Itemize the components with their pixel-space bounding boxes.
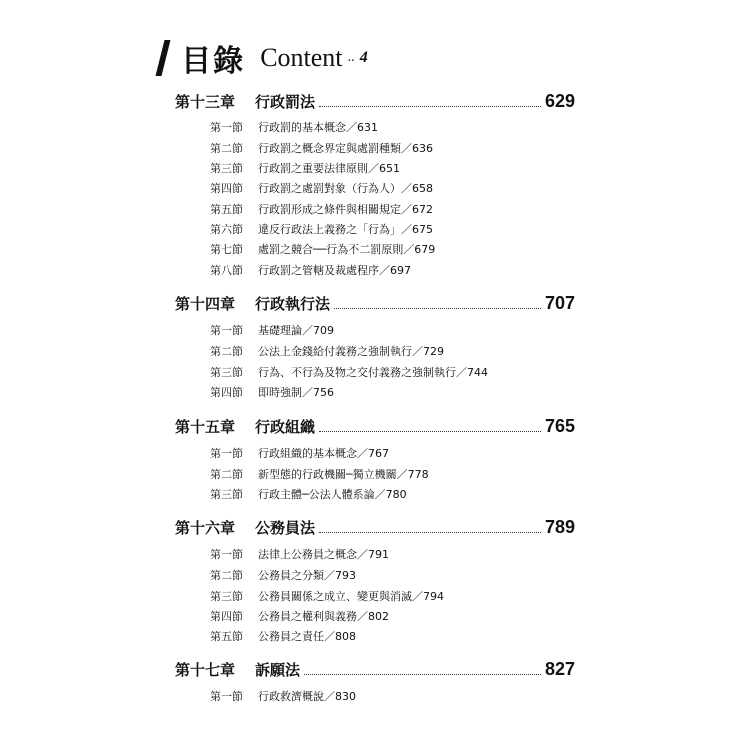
section-title: 法律上公務員之概念／791 [258,548,389,561]
section-title: 公務員之權利與義務／802 [258,610,389,623]
section-title: 行為、不行為及物之交付義務之強制執行／744 [258,366,488,379]
section-row[interactable] [210,221,433,239]
section-row[interactable] [210,688,356,706]
section-label: 第一節 [210,447,243,460]
section-title: 行政罰之概念界定與處罰種類／636 [258,142,433,155]
section-label: 第一節 [210,324,243,337]
dot-leader [319,430,541,432]
section-row[interactable] [210,546,389,564]
chapter-title: 行政執行法 [255,295,331,313]
chapter-title: 公務員法 [255,519,316,537]
chapter-row[interactable] [175,413,575,437]
section-label: 第五節 [210,630,243,643]
section-row[interactable] [210,343,444,361]
chapter-label: 第十四章 [175,295,236,313]
dot-leader [334,307,541,309]
section-title: 即時強制／756 [258,386,334,399]
section-title: 行政組織的基本概念／767 [258,447,389,460]
section-label: 第二節 [210,569,243,582]
section-title: 行政罰之重要法律原則／651 [258,162,400,175]
chapter-title: 訴願法 [255,661,301,679]
section-title: 行政救濟概說／830 [258,690,356,703]
section-row[interactable] [210,608,389,626]
section-label: 第二節 [210,468,243,481]
chapter-label: 第十六章 [175,519,236,537]
chapter-page: 827 [544,659,575,679]
dot-leader [319,105,541,107]
dot-leader [319,531,541,533]
section-label: 第七節 [210,243,243,256]
section-label: 第四節 [210,386,243,399]
page-marker: 4 [359,49,368,66]
section-label: 第八節 [210,264,243,277]
chapter-page: 765 [544,416,575,436]
section-label: 第三節 [210,590,243,603]
section-row[interactable] [210,628,356,646]
section-label: 第三節 [210,488,243,501]
section-row[interactable] [210,140,433,158]
dot-leader [304,673,541,675]
section-label: 第三節 [210,366,243,379]
section-title: 行政罰之處罰對象（行為人）／658 [258,182,433,195]
section-row[interactable] [210,384,334,402]
section-title: 公務員之責任／808 [258,630,356,643]
subtitle-dots: .. [347,50,355,65]
section-row[interactable] [210,567,356,585]
section-title: 行政罰之管轄及裁處程序／697 [258,264,411,277]
section-row[interactable] [210,588,444,606]
section-row[interactable] [210,241,435,259]
section-label: 第四節 [210,182,243,195]
section-title: 基礎理論／709 [258,324,334,337]
toc-header [160,36,368,79]
section-row[interactable] [210,201,433,219]
section-title: 公務員之分類／793 [258,569,356,582]
chapter-label: 第十七章 [175,661,236,679]
chapter-page: 789 [544,517,575,537]
section-row[interactable] [210,466,429,484]
section-label: 第五節 [210,203,243,216]
page-title: 目錄 [181,44,246,79]
section-row[interactable] [210,486,407,504]
section-title: 處罰之競合──行為不二罰原則／679 [258,243,436,256]
section-label: 第一節 [210,121,243,134]
slash-mark [156,40,171,76]
section-title: 公務員關係之成立、變更與消滅／794 [258,590,444,603]
chapter-label: 第十五章 [175,418,236,436]
section-row[interactable] [210,160,400,178]
chapter-row[interactable] [175,88,575,112]
section-label: 第一節 [210,548,243,561]
section-label: 第二節 [210,142,243,155]
section-title: 公法上金錢給付義務之強制執行／729 [258,345,444,358]
section-title: 新型態的行政機關─獨立機關／778 [258,468,429,481]
chapter-page: 629 [544,91,575,111]
chapter-row[interactable] [175,656,575,680]
chapter-page: 707 [544,293,575,313]
section-label: 第六節 [210,223,243,236]
chapter-row[interactable] [175,514,575,538]
section-label: 第二節 [210,345,243,358]
section-title: 行政罰的基本概念／631 [258,121,378,134]
section-row[interactable] [210,180,433,198]
section-row[interactable] [210,119,378,137]
chapter-title: 行政罰法 [255,93,316,111]
chapter-title: 行政組織 [255,418,316,436]
section-label: 第三節 [210,162,243,175]
section-label: 第一節 [210,690,243,703]
page-subtitle: Content [260,43,343,72]
section-row[interactable] [210,364,488,382]
section-title: 違反行政法上義務之「行為」／675 [258,223,433,236]
section-row[interactable] [210,322,334,340]
chapter-row[interactable] [175,290,575,314]
section-title: 行政罰形成之條件與相關規定／672 [258,203,433,216]
section-row[interactable] [210,262,411,280]
chapter-label: 第十三章 [175,93,236,111]
section-title: 行政主體─公法人體系論／780 [258,488,407,501]
section-label: 第四節 [210,610,243,623]
section-row[interactable] [210,445,389,463]
